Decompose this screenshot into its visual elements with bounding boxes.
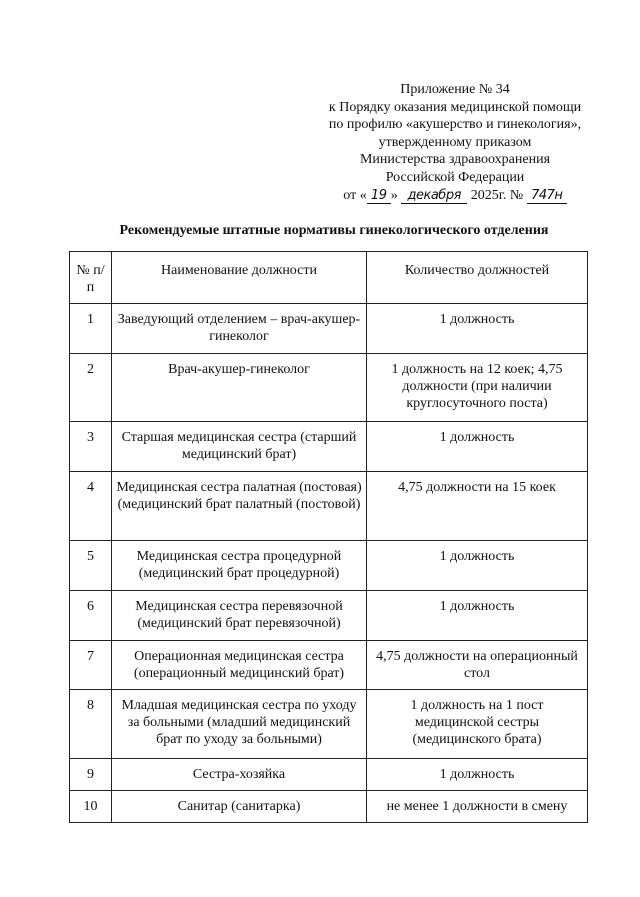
position-count: 1 должность bbox=[367, 759, 588, 791]
position-name: Медицинская сестра перевязочной (медицинский брат перевязочной) bbox=[112, 591, 367, 641]
position-count: 1 должность bbox=[367, 304, 588, 354]
table-row bbox=[70, 422, 588, 472]
position-name: Сестра-хозяйка bbox=[112, 759, 367, 791]
position-count: 4,75 должности на операционный стол bbox=[367, 641, 588, 690]
date-year: 2025г. № bbox=[470, 187, 524, 203]
appendix-reference-line: Министерства здравоохранения bbox=[359, 152, 551, 168]
table-header-row bbox=[70, 252, 588, 304]
row-number: 10 bbox=[70, 791, 112, 823]
appendix-reference-line: к Порядку оказания медицинской помощи bbox=[328, 99, 582, 115]
table-row bbox=[70, 304, 588, 354]
position-count: 1 должность bbox=[367, 541, 588, 591]
position-name: Медицинская сестра процедурной (медицинский брат процедурной) bbox=[112, 541, 367, 591]
column-header-position: Наименование должности bbox=[112, 252, 367, 304]
table-row bbox=[70, 472, 588, 541]
document-title: Рекомендуемые штатные нормативы гинекологического отделения bbox=[119, 223, 549, 238]
row-number: 5 bbox=[70, 541, 112, 591]
table-row bbox=[70, 591, 588, 641]
handwritten-order-number: 747н bbox=[527, 189, 567, 204]
date-mid: » bbox=[390, 187, 398, 203]
position-name: Старшая медицинская сестра (старший медицинский брат) bbox=[112, 422, 367, 472]
date-prefix: от « bbox=[343, 187, 367, 203]
appendix-header bbox=[300, 81, 610, 204]
row-number: 2 bbox=[70, 354, 112, 422]
table-row bbox=[70, 690, 588, 759]
position-count: 1 должность на 12 коек; 4,75 должности (при наличии круглосуточного поста) bbox=[367, 354, 588, 422]
row-number: 6 bbox=[70, 591, 112, 641]
row-number: 8 bbox=[70, 690, 112, 759]
position-count: 1 должность bbox=[367, 422, 588, 472]
position-count: 4,75 должности на 15 коек bbox=[367, 472, 588, 541]
row-number: 4 bbox=[70, 472, 112, 541]
appendix-number: Приложение № 34 bbox=[400, 82, 510, 97]
table-row bbox=[70, 354, 588, 422]
appendix-reference-line: утвержденному приказом bbox=[378, 134, 532, 150]
row-number: 3 bbox=[70, 422, 112, 472]
staffing-table bbox=[69, 251, 588, 823]
table-row bbox=[70, 641, 588, 690]
table-row bbox=[70, 541, 588, 591]
row-number: 9 bbox=[70, 759, 112, 791]
position-count: 1 должность bbox=[367, 591, 588, 641]
column-header-number: № п/п bbox=[70, 252, 112, 304]
order-date-line bbox=[300, 187, 610, 205]
table-row bbox=[70, 791, 588, 823]
row-number: 1 bbox=[70, 304, 112, 354]
position-count: не менее 1 должности в смену bbox=[367, 791, 588, 823]
position-name: Врач-акушер-гинеколог bbox=[112, 354, 367, 422]
column-header-count: Количество должностей bbox=[367, 252, 588, 304]
row-number: 7 bbox=[70, 641, 112, 690]
position-name: Санитар (санитарка) bbox=[112, 791, 367, 823]
position-name: Операционная медицинская сестра (операционный медицинский брат) bbox=[112, 641, 367, 690]
table-row bbox=[70, 759, 588, 791]
appendix-reference-line: Российской Федерации bbox=[385, 169, 525, 185]
position-name: Младшая медицинская сестра по уходу за больными (младший медицинский брат по уходу за больными) bbox=[112, 690, 367, 759]
position-name: Медицинская сестра палатная (постовая) (медицинский брат палатный (постовой) bbox=[112, 472, 367, 541]
appendix-reference-line: по профилю «акушерство и гинекология», bbox=[328, 117, 582, 133]
handwritten-month: декабря bbox=[401, 189, 467, 204]
position-name: Заведующий отделением – врач-акушер-гинеколог bbox=[112, 304, 367, 354]
handwritten-day: 19 bbox=[367, 189, 391, 204]
position-count: 1 должность на 1 пост медицинской сестры (медицинского брата) bbox=[367, 690, 588, 759]
